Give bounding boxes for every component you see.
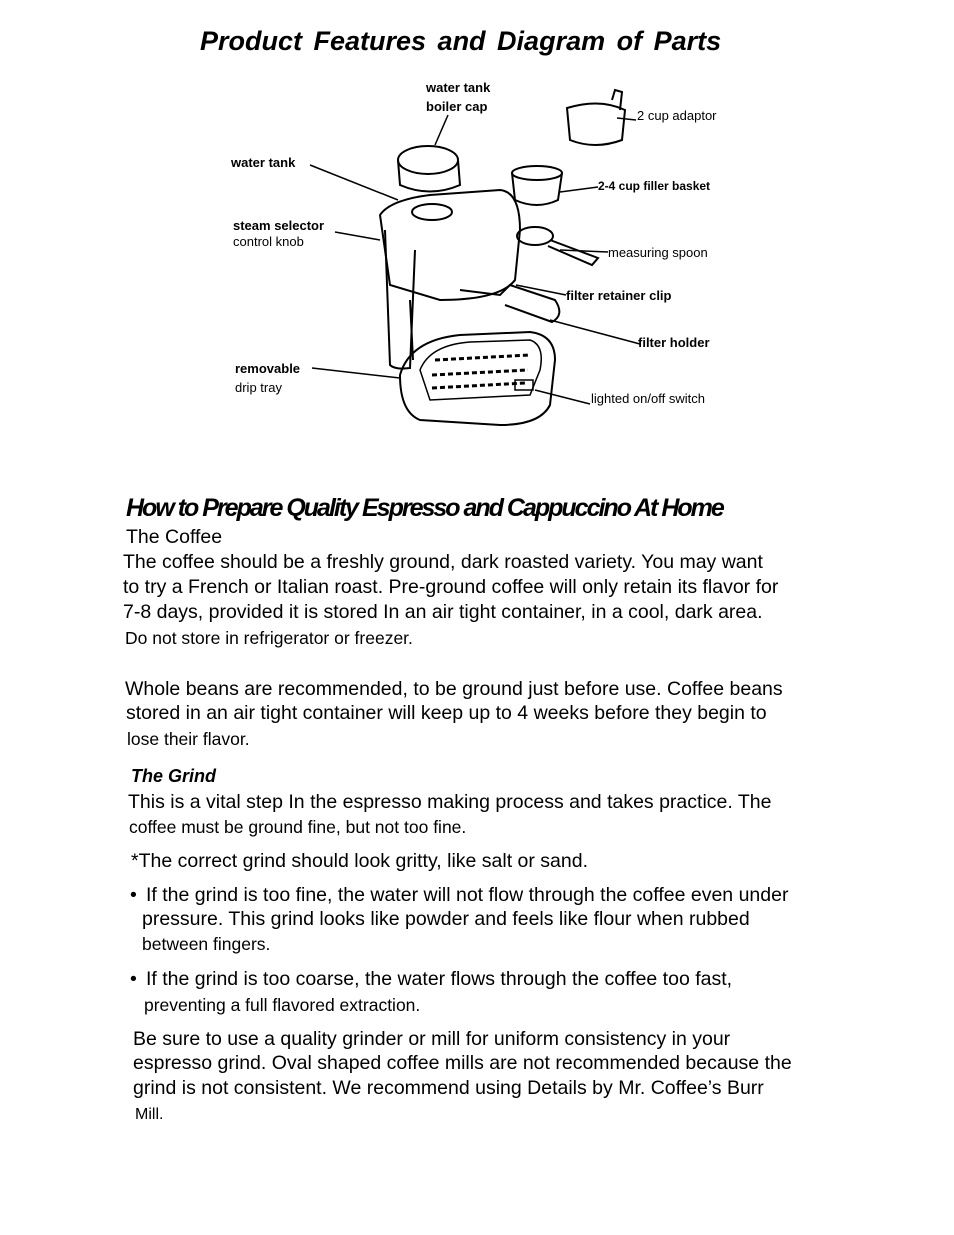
text-line: If the grind is too fine, the water will not flow through the coffee even under bbox=[146, 884, 789, 906]
bullet-icon: • bbox=[130, 968, 137, 990]
label-line: water tank bbox=[426, 80, 491, 95]
text-line: pressure. This grind looks like powder and feels like flour when rubbed bbox=[142, 908, 750, 930]
text-line: Whole beans are recommended, to be ground just before use. Coffee beans bbox=[125, 678, 783, 700]
label-water-tank: water tank bbox=[231, 155, 296, 170]
text-line: Do not store in refrigerator or freezer. bbox=[125, 628, 413, 648]
label-line: removable bbox=[235, 361, 301, 376]
text-line: grind is not consistent. We recommend using Details by Mr. Coffee’s Burr bbox=[133, 1077, 764, 1099]
text-line: 7-8 days, provided it is stored In an air tight container, in a cool, dark area. bbox=[123, 601, 763, 623]
text-line: If the grind is too coarse, the water flows through the coffee too fast, bbox=[146, 968, 733, 990]
text-line: between fingers. bbox=[142, 934, 271, 954]
text-line: Be sure to use a quality grinder or mill for uniform consistency in your bbox=[133, 1028, 731, 1050]
label-line: steam selector bbox=[233, 218, 325, 233]
label-2-cup-adaptor: 2 cup adaptor bbox=[637, 108, 717, 123]
text-line: The coffee should be a freshly ground, dark roasted variety. You may want bbox=[123, 551, 763, 573]
text-line: coffee must be ground fine, but not too fine. bbox=[129, 817, 467, 837]
label-steam-selector bbox=[233, 218, 324, 250]
label-removable-drip-tray bbox=[235, 359, 300, 397]
label-line: control knob bbox=[233, 234, 304, 249]
label-water-tank-boiler-cap bbox=[426, 78, 490, 116]
text-line: to try a French or Italian roast. Pre-ground coffee will only retain its flavor for bbox=[123, 576, 779, 598]
label-line: drip tray bbox=[235, 380, 282, 395]
text-line: preventing a full flavored extraction. bbox=[144, 995, 421, 1015]
section-title: How to Prepare Quality Espresso and Cappuccino At Home bbox=[126, 494, 723, 522]
espresso-machine-diagram bbox=[0, 0, 954, 460]
coffee-heading: The Coffee bbox=[126, 526, 223, 548]
text-line: stored in an air tight container will keep up to 4 weeks before they begin to bbox=[126, 702, 767, 724]
label-filter-retainer-clip: filter retainer clip bbox=[566, 288, 672, 303]
label-on-off-switch: lighted on/off switch bbox=[591, 391, 705, 406]
text-line: espresso grind. Oval shaped coffee mills are not recommended because the bbox=[133, 1052, 792, 1074]
text-line: This is a vital step In the espresso making process and takes practice. The bbox=[128, 791, 772, 813]
text-line: lose their flavor. bbox=[127, 729, 250, 749]
label-filter-holder: filter holder bbox=[638, 335, 710, 350]
page-title: Product Features and Diagram of Parts bbox=[200, 26, 722, 56]
label-filter-basket: 2-4 cup filler basket bbox=[598, 179, 711, 193]
text-line: Mill. bbox=[135, 1106, 164, 1123]
text-line: *The correct grind should look gritty, like salt or sand. bbox=[131, 850, 589, 872]
bullet-icon: • bbox=[130, 884, 137, 906]
grind-heading: The Grind bbox=[131, 766, 216, 786]
label-line: boiler cap bbox=[426, 99, 488, 114]
label-measuring-spoon: measuring spoon bbox=[608, 245, 708, 260]
